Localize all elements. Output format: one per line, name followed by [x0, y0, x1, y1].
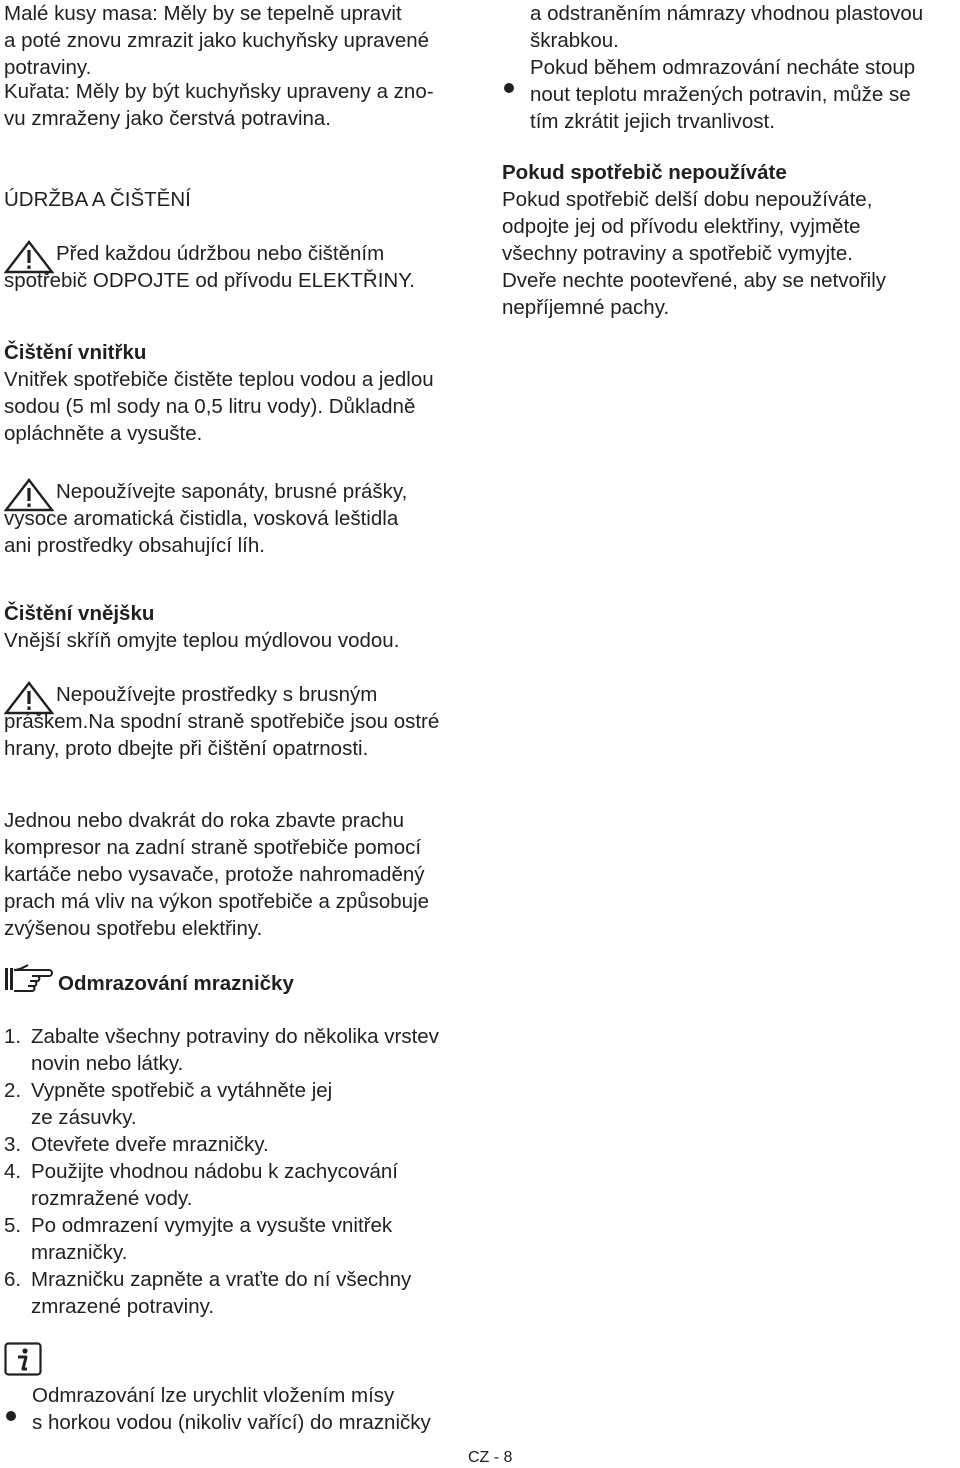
defrost-step — [4, 1077, 494, 1131]
page-number: CZ - 8 — [468, 1449, 513, 1466]
defrost-step — [4, 1158, 494, 1212]
defrost-steps — [4, 1023, 494, 1320]
defrost-step — [4, 1023, 494, 1077]
warning-detergents — [4, 478, 494, 559]
intro-line: potraviny. — [4, 56, 92, 79]
section-title: ÚDRŽBA A ČIŠTĚNÍ — [4, 188, 191, 211]
inside-cleaning — [4, 339, 494, 447]
unused-line: Dveře nechte pootevřené, aby se netvořily — [502, 269, 887, 292]
compressor-line: zvýšenou spotřebu elektřiny. — [4, 917, 263, 940]
outside-line: Vnější skříň omyjte teplou mýdlovou vodou. — [4, 629, 400, 652]
compressor-line: kompresor na zadní straně spotřebiče pomocí — [4, 836, 422, 859]
intro-line: a poté znovu zmrazit jako kuchyňsky upravené — [4, 29, 430, 52]
warning-line: Před každou údržbou nebo čištěním — [56, 242, 385, 265]
bullet-line: nout teplotu mražených potravin, může se — [530, 83, 911, 106]
intro-text — [4, 0, 494, 81]
unused-heading: Pokud spotřebič nepoužíváte — [502, 161, 787, 184]
compressor-paragraph — [4, 807, 494, 942]
step-text: zmrazené potraviny. — [31, 1295, 215, 1318]
warning-line: práškem.Na spodní straně spotřebiče jsou ostré — [4, 710, 440, 733]
intro-line: Malé kusy masa: Měly by se tepelně upravit — [4, 2, 402, 25]
warning-line: vysoce aromatická čistidla, vosková leštidla — [4, 507, 399, 530]
defrost-heading: Odmrazování mrazničky — [58, 972, 294, 995]
info-tip — [4, 1382, 494, 1436]
pointing-hand-icon — [4, 964, 54, 994]
continued-line: a odstraněním námrazy vhodnou plastovou — [530, 2, 924, 25]
warning-line: spotřebič ODPOJTE od přívodu ELEKTŘINY. — [4, 269, 415, 292]
warning-line: ani prostředky obsahující líh. — [4, 534, 265, 557]
warning-unplug — [4, 240, 494, 294]
step-text: rozmražené vody. — [31, 1187, 193, 1210]
outside-cleaning — [4, 600, 494, 654]
step-text: Otevřete dveře mrazničky. — [31, 1133, 269, 1156]
step-text: ze zásuvky. — [31, 1106, 137, 1129]
inside-line: Vnitřek spotřebiče čistěte teplou vodou a jedlou — [4, 368, 434, 391]
warning-line: hrany, proto dbejte při čištění opatrnosti. — [4, 737, 369, 760]
intro-line: Kuřata: Měly by být kuchyňsky upraveny a zno- — [4, 80, 434, 103]
step-number: 4. — [4, 1160, 22, 1183]
step-number: 1. — [4, 1025, 22, 1048]
step-text: Zabalte všechny potraviny do několika vrstev — [31, 1025, 439, 1048]
info-icon — [4, 1342, 42, 1376]
info-icon-row — [4, 1342, 494, 1383]
inside-line: sodou (5 ml sody na 0,5 litru vody). Důkladně — [4, 395, 416, 418]
intro-text-chicken — [4, 78, 494, 132]
unused-line: nepříjemné pachy. — [502, 296, 670, 319]
defrost-step — [4, 1131, 494, 1158]
step-number: 6. — [4, 1268, 22, 1291]
unused-line: odpojte jej od přívodu elektřiny, vyjměte — [502, 215, 861, 238]
bullet-line: Pokud během odmrazování necháte stoup — [530, 56, 916, 79]
step-text: Použijte vhodnou nádobu k zachycování — [31, 1160, 398, 1183]
step-number: 5. — [4, 1214, 22, 1237]
inside-line: opláchněte a vysušte. — [4, 422, 203, 445]
step-text: Po odmrazení vymyjte a vysušte vnitřek — [31, 1214, 393, 1237]
defrost-heading-row — [4, 964, 494, 994]
defrost-step — [4, 1212, 494, 1266]
step-text: novin nebo látky. — [31, 1052, 184, 1075]
step-text: mrazničky. — [31, 1241, 128, 1264]
defrost-step — [4, 1266, 494, 1320]
outside-heading: Čištění vnějšku — [4, 602, 155, 625]
warning-line: Nepoužívejte saponáty, brusné prášky, — [56, 480, 408, 503]
step-number: 2. — [4, 1079, 22, 1102]
continued-line: škrabkou. — [530, 29, 619, 52]
compressor-line: prach má vliv na výkon spotřebiče a způsobuje — [4, 890, 430, 913]
tip-line: s horkou vodou (nikoliv vařící) do mrazničky — [32, 1411, 431, 1434]
intro-line: vu zmraženy jako čerstvá potravina. — [4, 107, 331, 130]
tip-line: Odmrazování lze urychlit vložením mísy — [32, 1384, 395, 1407]
right-continued — [502, 0, 960, 135]
bullet-line: tím zkrátit jejich trvanlivost. — [530, 110, 775, 133]
step-text: Vypněte spotřebič a vytáhněte jej — [31, 1079, 333, 1102]
warning-line: Nepoužívejte prostředky s brusným — [56, 683, 378, 706]
unused-line: Pokud spotřebič delší dobu nepoužíváte, — [502, 188, 873, 211]
compressor-line: Jednou nebo dvakrát do roka zbavte prachu — [4, 809, 405, 832]
warning-abrasive — [4, 681, 494, 762]
unused-section — [502, 159, 960, 321]
step-text: Mrazničku zapněte a vraťte do ní všechny — [31, 1268, 412, 1291]
unused-line: všechny potraviny a spotřebič vymyjte. — [502, 242, 853, 265]
compressor-line: kartáče nebo vysavače, protože nahromaděný — [4, 863, 425, 886]
step-number: 3. — [4, 1133, 22, 1156]
inside-heading: Čištění vnitřku — [4, 341, 147, 364]
